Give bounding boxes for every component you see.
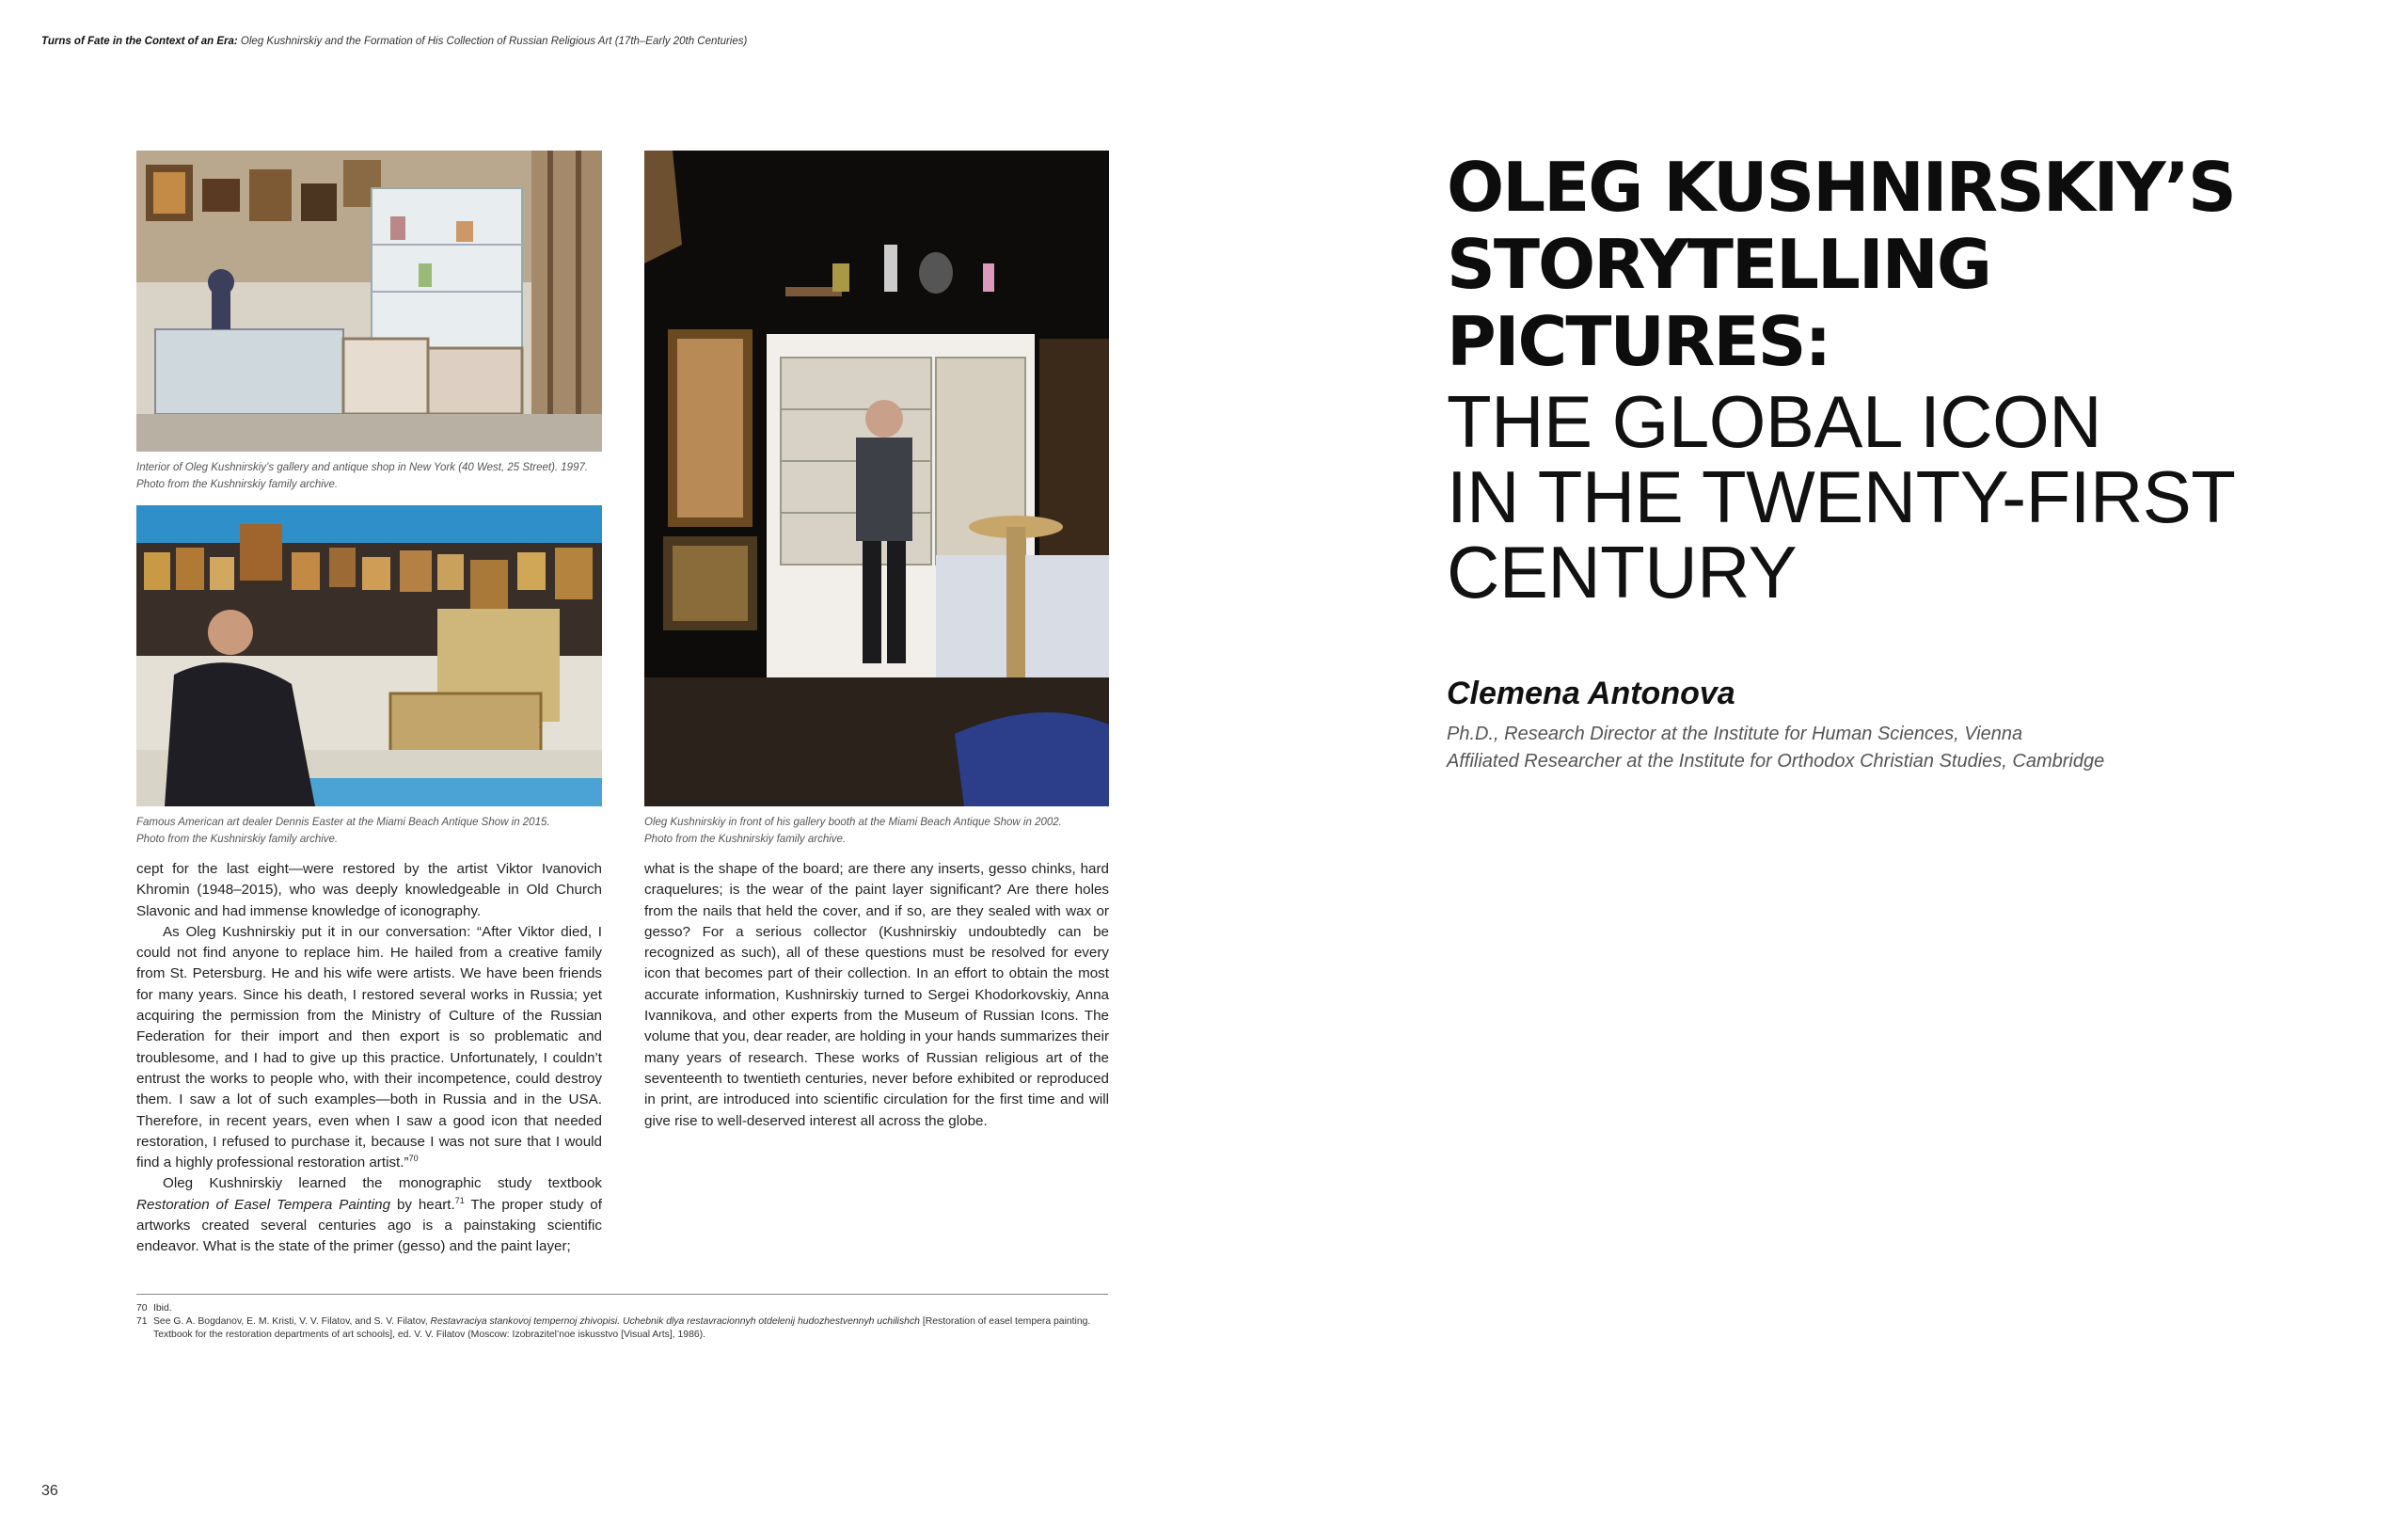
paragraph [136,1173,602,1257]
subtitle-line: THE GLOBAL ICON [1447,380,2102,463]
gallery-booth-image [644,151,1109,806]
footnote-71 [136,1315,1108,1342]
paragraph-text: The proper study of artworks created several centuries ago is a painstaking scientific endeavor. What is the state of the primer (gesso) and the paint layer; [136,1196,602,1255]
title-line: STORYTELLING [1447,225,1991,304]
caption-kushnirskiy-booth [644,814,1115,848]
affiliation-line: Affiliated Researcher at the Institute for Orthodox Christian Studies, Cambridge [1447,751,2105,772]
page-number: 36 [41,1483,58,1499]
caption-line: Interior of Oleg Kushnirskiy’s gallery and antique shop in New York (40 West, 25 Street). 1997. [136,462,589,473]
footnote-70 [136,1302,1108,1315]
photo-kushnirskiy-booth [644,151,1109,806]
article-title-bold [1447,149,2368,380]
antique-show-booth-image [136,505,602,806]
footnotes [136,1302,1108,1342]
footnote-divider [136,1294,1108,1295]
footnote-text-part: See G. A. Bogdanov, E. M. Kristi, V. V. Filatov, and S. V. Filatov, [153,1316,431,1327]
subtitle-line: IN THE TWENTY-FIRST [1447,455,2236,538]
caption-line: Photo from the Kushnirskiy family archive. [136,834,339,845]
caption-line: Photo from the Kushnirskiy family archive. [136,479,339,490]
footnote-number: 70 [136,1303,148,1314]
affiliation-line: Ph.D., Research Director at the Institute for Human Sciences, Vienna [1447,724,2023,744]
footnote-number: 71 [136,1316,148,1327]
title-line: OLEG KUSHNIRSKIY’S [1447,148,2235,227]
title-line: PICTURES: [1447,302,1830,381]
subtitle-line: CENTURY [1447,531,1798,613]
paragraph-text: Oleg Kushnirskiy learned the monographic study textbook [163,1175,602,1192]
footnote-ref-70[interactable]: 70 [408,1154,419,1164]
photo-dennis-easter [136,505,602,806]
footnote-book-title: Restavraciya stankovoj tempernoj zhivopisi. Uchebnik dlya restavracionnyh otdelenij hudozhestvennyh uchilishch [430,1316,920,1327]
gallery-interior-image [136,151,602,452]
caption-line: Oleg Kushnirskiy in front of his gallery booth at the Miami Beach Antique Show in 2002. [644,817,1062,828]
footnote-ref-71[interactable]: 71 [454,1195,465,1205]
article-subtitle [1447,380,2368,613]
paragraph-text: by heart. [390,1196,455,1213]
caption-dennis-easter [136,814,607,848]
footnote-text [153,1315,1108,1342]
running-head-text: Oleg Kushnirskiy and the Formation of His Collection of Russian Religious Art (17th–Early 20th Centuries) [240,36,748,47]
paragraph: what is the shape of the board; are there any inserts, gesso chinks, hard craquelures; is the wear of the paint layer significant? Are there holes from the nails that held the cover, and if so, are they sealed with wax or gesso? For a serious collector (Kushnirskiy undoubtedly can be recognized as such), all of these questions must be resolved for every icon that becomes part of their collection. In an effort to obtain the most accurate information, Kushnirskiy turned to Sergei Khodorkovskiy, Anna Ivannikova, and other experts from the Museum of Russian Icons. The volume that you, dear reader, are holding in your hands summarizes their many years of research. These works of Russian religious art of the seventeenth to twentieth centuries, never before exhibited or reproduced in print, are introduced into scientific circulation for the first time and will give rise to well-deserved interest all across the globe. [644,861,1109,1129]
photo-gallery-new-york [136,151,602,452]
author-name: Clemena Antonova [1447,676,1735,711]
book-title: Restoration of Easel Tempera Painting [136,1196,391,1213]
caption-line: Famous American art dealer Dennis Easter at the Miami Beach Antique Show in 2015. [136,817,550,828]
footnote-text-part: [Restoration of easel tempera painting. Textbook for the restoration departments of art schools], ed. V. V. Filatov (Moscow: Izobrazitel’noe iskusstvo [Visual Arts], 1986). [153,1316,1091,1340]
running-head-bold: Turns of Fate in the Context of an Era: [41,36,238,47]
body-column-right [644,859,1109,1132]
paragraph [136,922,602,1174]
caption-line: Photo from the Kushnirskiy family archive. [644,834,847,845]
footnote-text: Ibid. [153,1303,172,1314]
author-affiliation [1447,721,2293,775]
paragraph-text: As Oleg Kushnirskiy put it in our conversation: “After Viktor died, I could not find anyone to replace him. He hailed from a creative family from St. Petersburg. He and his wife were artists. We have been friends for many years. Since his death, I restored several works in Russia; yet acquiring the permission from the Ministry of Culture of the Russian Federation for their import and then export is so problematic and troublesome, and I had to give up this practice. Unfortunately, I couldn’t entrust the works to people who, with their incompetence, could destroy them. I saw a lot of such examples—both in Russia and in the USA. Therefore, in recent years, even when I saw a good icon that needed restoration, I refused to purchase it, because I was not sure that I would find a highly professional restoration artist.” [136,923,602,1171]
paragraph: cept for the last eight—were restored by the artist Viktor Ivanovich Khromin (1948–2015), who was deeply knowledgeable in Old Church Slavonic and had immense knowledge of iconography. [136,861,602,919]
caption-gallery-new-york [136,459,607,493]
body-column-left [136,859,602,1258]
running-head [41,36,1076,47]
